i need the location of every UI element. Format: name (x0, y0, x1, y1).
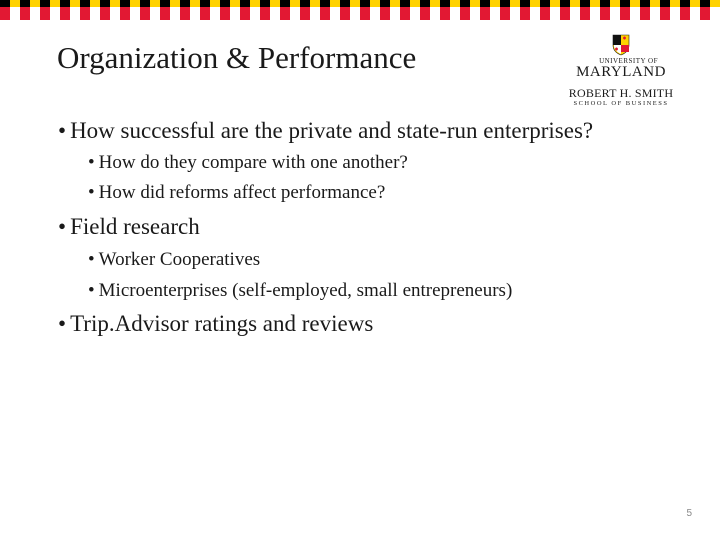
flag-stripe-gold-black (0, 0, 720, 7)
bullet-text: How successful are the private and state-run enterprises? (70, 118, 594, 143)
umd-smith-logo (568, 32, 674, 108)
sub-bullet-item (88, 280, 512, 302)
bullet-text: Field research (70, 214, 200, 239)
sub-bullet-item (88, 249, 260, 271)
logo-maryland: MARYLAND (576, 64, 666, 80)
flag-stripe-red-white (0, 7, 720, 20)
bullet-text: How did reforms affect performance? (98, 182, 386, 203)
bullet-text: Worker Cooperatives (98, 249, 261, 270)
bullet-item (58, 311, 373, 337)
slide-title: Organization & Performance (57, 40, 417, 75)
bullet-dot-icon: • (88, 249, 95, 270)
bullet-item (58, 214, 200, 240)
page-number: 5 (686, 508, 692, 519)
bullet-dot-icon: • (88, 182, 95, 203)
logo-university-of: UNIVERSITY OF (599, 57, 658, 65)
bullet-dot-icon: • (58, 118, 67, 143)
sub-bullet-item (88, 152, 408, 174)
bullet-dot-icon: • (58, 214, 67, 239)
logo-school-of-business: SCHOOL OF BUSINESS (573, 100, 669, 107)
bullet-text: Microenterprises (self-employed, small entrepreneurs) (98, 280, 513, 301)
sub-bullet-item (88, 182, 385, 204)
maryland-seal-icon (609, 32, 633, 56)
bullet-item (58, 118, 593, 144)
bullet-dot-icon: • (88, 152, 95, 173)
bullet-dot-icon: • (58, 311, 67, 336)
bullet-text: Trip.Advisor ratings and reviews (70, 311, 374, 336)
bullet-dot-icon: • (88, 280, 95, 301)
bullet-text: How do they compare with one another? (98, 152, 408, 173)
logo-robert-h-smith: ROBERT H. SMITH (568, 86, 674, 100)
